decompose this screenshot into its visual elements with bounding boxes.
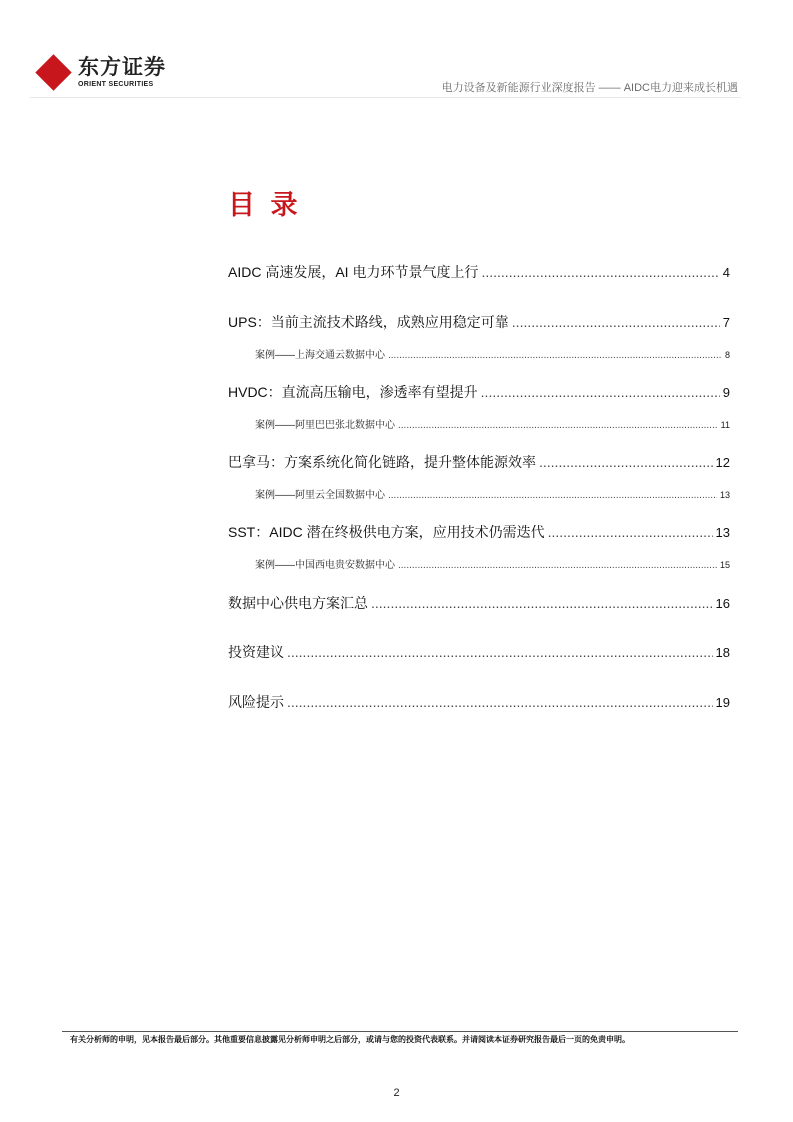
toc-leader: [388, 350, 722, 361]
company-logo: [36, 55, 166, 91]
toc-entry-page: 11: [720, 420, 730, 430]
logo-name-en: ORIENT SECURITIES: [78, 81, 154, 88]
logo-name-cn: 东方证券: [78, 56, 166, 79]
logo-mark-icon: [36, 55, 72, 91]
toc-entry-page: 9: [722, 385, 730, 400]
toc-entry-page: 18: [715, 645, 730, 660]
toc-leader: [548, 524, 713, 540]
toc-entry[interactable]: [228, 593, 730, 613]
toc-entry-title: UPS：当前主流技术路线，成熟应用稳定可靠: [228, 314, 509, 330]
toc-entry-title: HVDC：直流高压输电，渗透率有望提升: [228, 384, 478, 400]
toc-leader: [287, 644, 713, 660]
toc-leader: [512, 314, 720, 330]
toc-leader: [481, 264, 719, 280]
toc-entry[interactable]: [228, 642, 730, 662]
toc-leader: [371, 595, 713, 611]
toc-entry-title: 风险提示: [228, 694, 284, 710]
toc-leader: [539, 454, 713, 470]
toc-entry[interactable]: [228, 452, 730, 472]
footer-divider: [62, 1031, 738, 1032]
toc-entry-page: 13: [715, 525, 730, 540]
toc-entry-page: 4: [722, 265, 730, 280]
toc-entry-title: 投资建议: [228, 644, 284, 660]
page-number: 2: [393, 1087, 400, 1099]
header-divider: [30, 97, 741, 98]
toc-entry-title: 巴拿马：方案系统化简化链路，提升整体能源效率: [228, 454, 536, 470]
toc-heading: 目 录: [228, 190, 302, 220]
toc-subentry[interactable]: [255, 486, 730, 501]
toc-leader: [388, 490, 717, 501]
toc-leader: [481, 384, 720, 400]
toc-entry-page: 16: [715, 596, 730, 611]
toc-subentry[interactable]: [255, 346, 730, 361]
toc-entry-title: 案例——阿里云全国数据中心: [255, 490, 385, 501]
toc-leader: [398, 560, 717, 571]
toc-entry-page: 13: [719, 490, 730, 500]
toc-entry[interactable]: [228, 262, 730, 282]
toc-entry-title: 案例——上海交通云数据中心: [255, 350, 385, 361]
toc-subentry[interactable]: [255, 416, 730, 431]
toc-entry-page: 8: [724, 350, 730, 360]
toc-entry-page: 12: [715, 455, 730, 470]
toc-entry-title: AIDC 高速发展，AI 电力环节景气度上行: [228, 264, 479, 280]
toc-entry-page: 19: [715, 695, 730, 710]
toc-entry-title: SST：AIDC 潜在终极供电方案，应用技术仍需迭代: [228, 524, 545, 540]
footer-disclaimer: 有关分析师的申明，见本报告最后部分。其他重要信息披露见分析师申明之后部分，或请与您的投资代表联系。并请阅读本证券研究报告最后一页的免责申明。: [70, 1035, 630, 1044]
toc-entry-title: 案例——中国西电贵安数据中心: [255, 560, 395, 571]
toc-entry-title: 数据中心供电方案汇总: [228, 595, 368, 611]
toc-entry-title: 案例——阿里巴巴张北数据中心: [255, 420, 395, 431]
toc-entry-page: 15: [719, 560, 730, 570]
toc-leader: [398, 420, 718, 431]
toc-subentry[interactable]: [255, 556, 730, 571]
toc-entry[interactable]: [228, 312, 730, 332]
toc-entry[interactable]: [228, 522, 730, 542]
toc-entry-page: 7: [722, 315, 730, 330]
report-title: 电力设备及新能源行业深度报告 —— AIDC电力迎来成长机遇: [441, 82, 738, 94]
toc-leader: [287, 694, 713, 710]
toc-entry[interactable]: [228, 692, 730, 712]
toc-entry[interactable]: [228, 382, 730, 402]
